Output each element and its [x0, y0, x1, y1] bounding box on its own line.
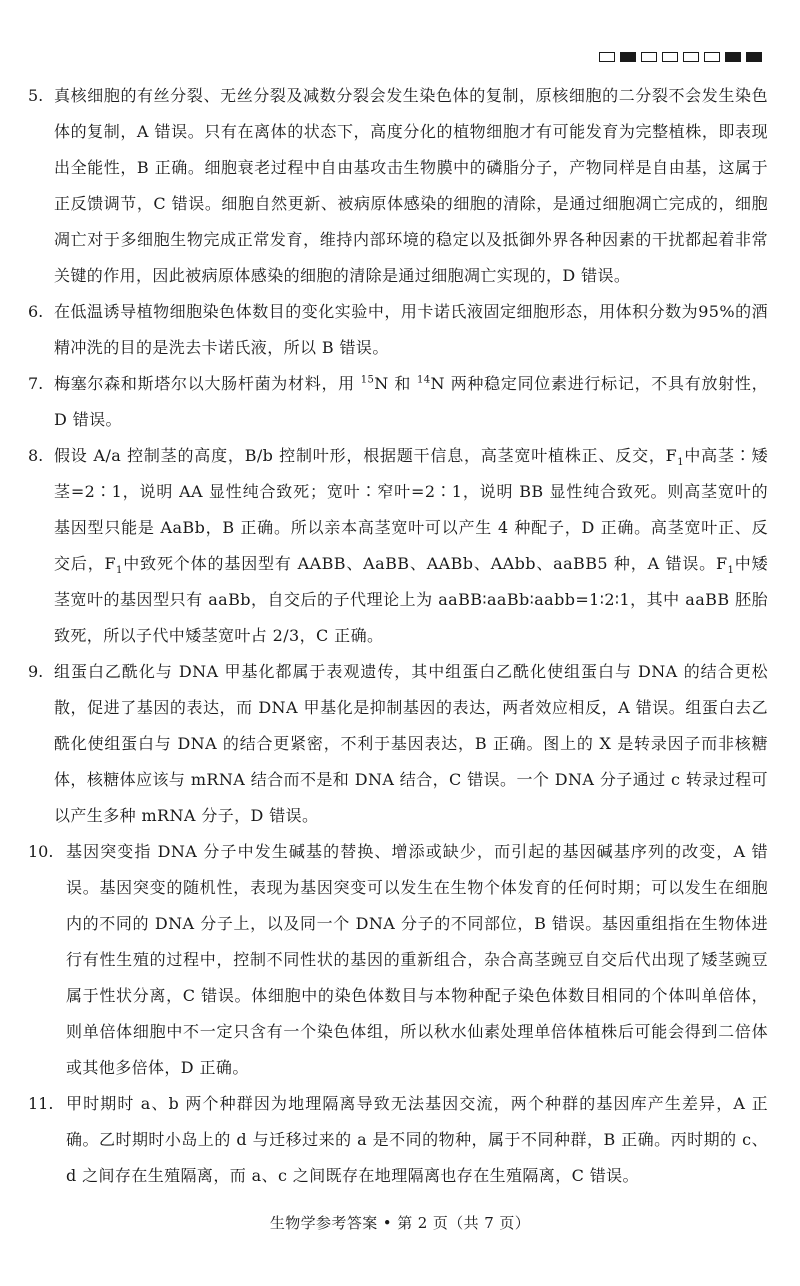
answer-item-10	[28, 834, 768, 1086]
decoration-square	[704, 52, 720, 62]
decoration-square-filled	[725, 52, 741, 62]
item-text: 假设 A/a 控制茎的高度，B/b 控制叶形，根据题干信息，高茎宽叶植株正、反交，$F_1$中高茎∶矮茎=2∶1，说明 AA 显性纯合致死；宽叶∶窄叶=2∶1，说明 BB 显性纯合致死。则高茎宽叶的基因型只能是 AaBb，B 正确。所以亲本高茎宽叶可以产生 4 种配子，D 正确。高茎宽叶正、反交后，$F_1$中致死个体的基因型有 AABB、AaBB、AABb、AAbb、aaBB5 种，A 错误。$F_1$中矮茎宽叶的基因型只有 aaBb，自交后的子代理论上为 aaBB∶aaBb∶aabb=1∶2∶1，其中 aaBB 胚胎致死，所以子代中矮茎宽叶占 2/3，C 正确。	[54, 446, 768, 645]
item-number: 5.	[28, 86, 44, 105]
item-number: 10.	[28, 842, 54, 861]
answer-item-8	[28, 438, 768, 654]
decoration-square-filled	[746, 52, 762, 62]
item-text: 甲时期时 a、b 两个种群因为地理隔离导致无法基因交流，两个种群的基因库产生差异，A 正确。乙时期时小岛上的 d 与迁移过来的 a 是不同的物种，属于不同种群，B 正确。丙时期的 c、d 之间存在生殖隔离，而 a、c 之间既存在地理隔离也存在生殖隔离，C 错误。	[66, 1094, 768, 1185]
answer-list	[28, 78, 768, 1194]
answer-item-5	[28, 78, 768, 294]
decoration-square	[641, 52, 657, 62]
item-number: 8.	[28, 446, 44, 465]
item-text: 基因突变指 DNA 分子中发生碱基的替换、增添或缺少，而引起的基因碱基序列的改变，A 错误。基因突变的随机性，表现为基因突变可以发生在生物个体发育的任何时期；可以发生在细胞内的不同的 DNA 分子上，以及同一个 DNA 分子的不同部位，B 错误。基因重组指在生物体进行有性生殖的过程中，控制不同性状的基因的重新组合，杂合高茎豌豆自交后代出现了矮茎豌豆属于性状分离，C 错误。体细胞中的染色体数目与本物种配子染色体数目相同的个体叫单倍体，则单倍体细胞中不一定只含有一个染色体组，所以秋水仙素处理单倍体植株后可能会得到二倍体或其他多倍体，D 正确。	[66, 842, 768, 1077]
decoration-square-filled	[620, 52, 636, 62]
answer-item-11	[28, 1086, 768, 1194]
page-footer: 生物学参考答案 • 第 2 页（共 7 页）	[269, 1214, 531, 1232]
item-text: 在低温诱导植物细胞染色体数目的变化实验中，用卡诺氏液固定细胞形态，用体积分数为95%的酒精冲洗的目的是洗去卡诺氏液，所以 B 错误。	[54, 302, 768, 357]
item-number: 9.	[28, 662, 44, 681]
item-text: 真核细胞的有丝分裂、无丝分裂及减数分裂会发生染色体的复制，原核细胞的二分裂不会发生染色体的复制，A 错误。只有在离体的状态下，高度分化的植物细胞才有可能发育为完整植株，即表现出全能性，B 正确。细胞衰老过程中自由基攻击生物膜中的磷脂分子，产物同样是自由基，这属于正反馈调节，C 错误。细胞自然更新、被病原体感染的细胞的清除，是通过细胞凋亡完成的，细胞凋亡对于多细胞生物完成正常发育，维持内部环境的稳定以及抵御外界各种因素的干扰都起着非常关键的作用，因此被病原体感染的细胞的清除是通过细胞凋亡实现的，D 错误。	[54, 86, 768, 285]
answer-item-6	[28, 294, 768, 366]
decoration-square	[662, 52, 678, 62]
item-number: 11.	[28, 1094, 54, 1113]
answer-item-9	[28, 654, 768, 834]
answer-item-7	[28, 366, 768, 438]
item-text: 组蛋白乙酰化与 DNA 甲基化都属于表观遗传，其中组蛋白乙酰化使组蛋白与 DNA 的结合更松散，促进了基因的表达，而 DNA 甲基化是抑制基因的表达，两者效应相反，A 错误。组蛋白去乙酰化使组蛋白与 DNA 的结合更紧密，不利于基因表达，B 正确。图上的 X 是转录因子而非核糖体，核糖体应该与 mRNA 结合而不是和 DNA 结合，C 错误。一个 DNA 分子通过 c 转录过程可以产生多种 mRNA 分子，D 错误。	[54, 662, 768, 825]
item-number: 7.	[28, 374, 44, 393]
item-text: 梅塞尔森和斯塔尔以大肠杆菌为材料，用 $^{15}$N 和 $^{14}$N 两种稳定同位素进行标记，不具有放射性，D 错误。	[54, 374, 768, 429]
item-number: 6.	[28, 302, 44, 321]
decoration-square	[683, 52, 699, 62]
header-decoration	[599, 52, 762, 62]
decoration-square	[599, 52, 615, 62]
